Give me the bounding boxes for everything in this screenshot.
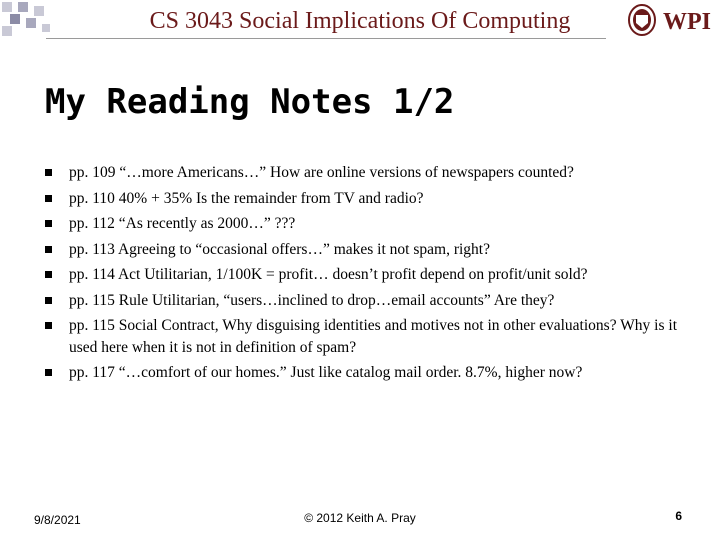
decor-square [34, 6, 44, 16]
square-bullet-icon [45, 369, 52, 376]
list-item [45, 315, 705, 358]
logo-text: WPI [663, 9, 711, 35]
decor-square [2, 2, 12, 12]
decor-square [2, 26, 12, 36]
list-item [45, 162, 705, 184]
list-item [45, 290, 705, 312]
decor-square [10, 14, 20, 24]
note-text: pp. 117 “…comfort of our homes.” Just like catalog mail order. 8.7%, higher now? [69, 364, 583, 381]
square-bullet-icon [45, 322, 52, 329]
wpi-seal-icon [626, 3, 716, 37]
list-item [45, 362, 705, 384]
list-item [45, 239, 705, 261]
square-bullet-icon [45, 297, 52, 304]
square-bullet-icon [45, 271, 52, 278]
square-bullet-icon [45, 220, 52, 227]
square-bullet-icon [45, 246, 52, 253]
header-divider [46, 38, 606, 39]
note-text: pp. 114 Act Utilitarian, 1/100K = profit… doesn’t profit depend on profit/unit sold? [69, 266, 588, 283]
note-text: pp. 115 Social Contract, Why disguising identities and motives not in other evaluations? Why is it used here when it is not in definition of spam? [69, 317, 678, 356]
wpi-logo [626, 3, 716, 37]
decor-square [18, 2, 28, 12]
square-bullet-icon [45, 195, 52, 202]
decorative-squares [0, 0, 60, 40]
decor-square [26, 18, 36, 28]
footer-copyright: © 2012 Keith A. Pray [304, 511, 416, 525]
slide-title: My Reading Notes 1/2 [45, 82, 455, 122]
list-item [45, 188, 705, 210]
page-number: 6 [675, 509, 682, 523]
square-bullet-icon [45, 169, 52, 176]
note-text: pp. 112 “As recently as 2000…” ??? [69, 215, 296, 232]
decor-square [42, 24, 50, 32]
list-item [45, 264, 705, 286]
notes-list [45, 162, 705, 388]
note-text: pp. 110 40% + 35% Is the remainder from TV and radio? [69, 189, 424, 207]
note-text: pp. 113 Agreeing to “occasional offers…” makes it not spam, right? [69, 240, 490, 258]
note-text: pp. 109 “…more Americans…” How are online versions of newspapers counted? [69, 164, 574, 181]
note-text: pp. 115 Rule Utilitarian, “users…inclined to drop…email accounts” Are they? [69, 291, 555, 309]
footer-date: 9/8/2021 [34, 513, 81, 527]
course-title: CS 3043 Social Implications Of Computing [149, 8, 571, 34]
list-item [45, 213, 705, 235]
